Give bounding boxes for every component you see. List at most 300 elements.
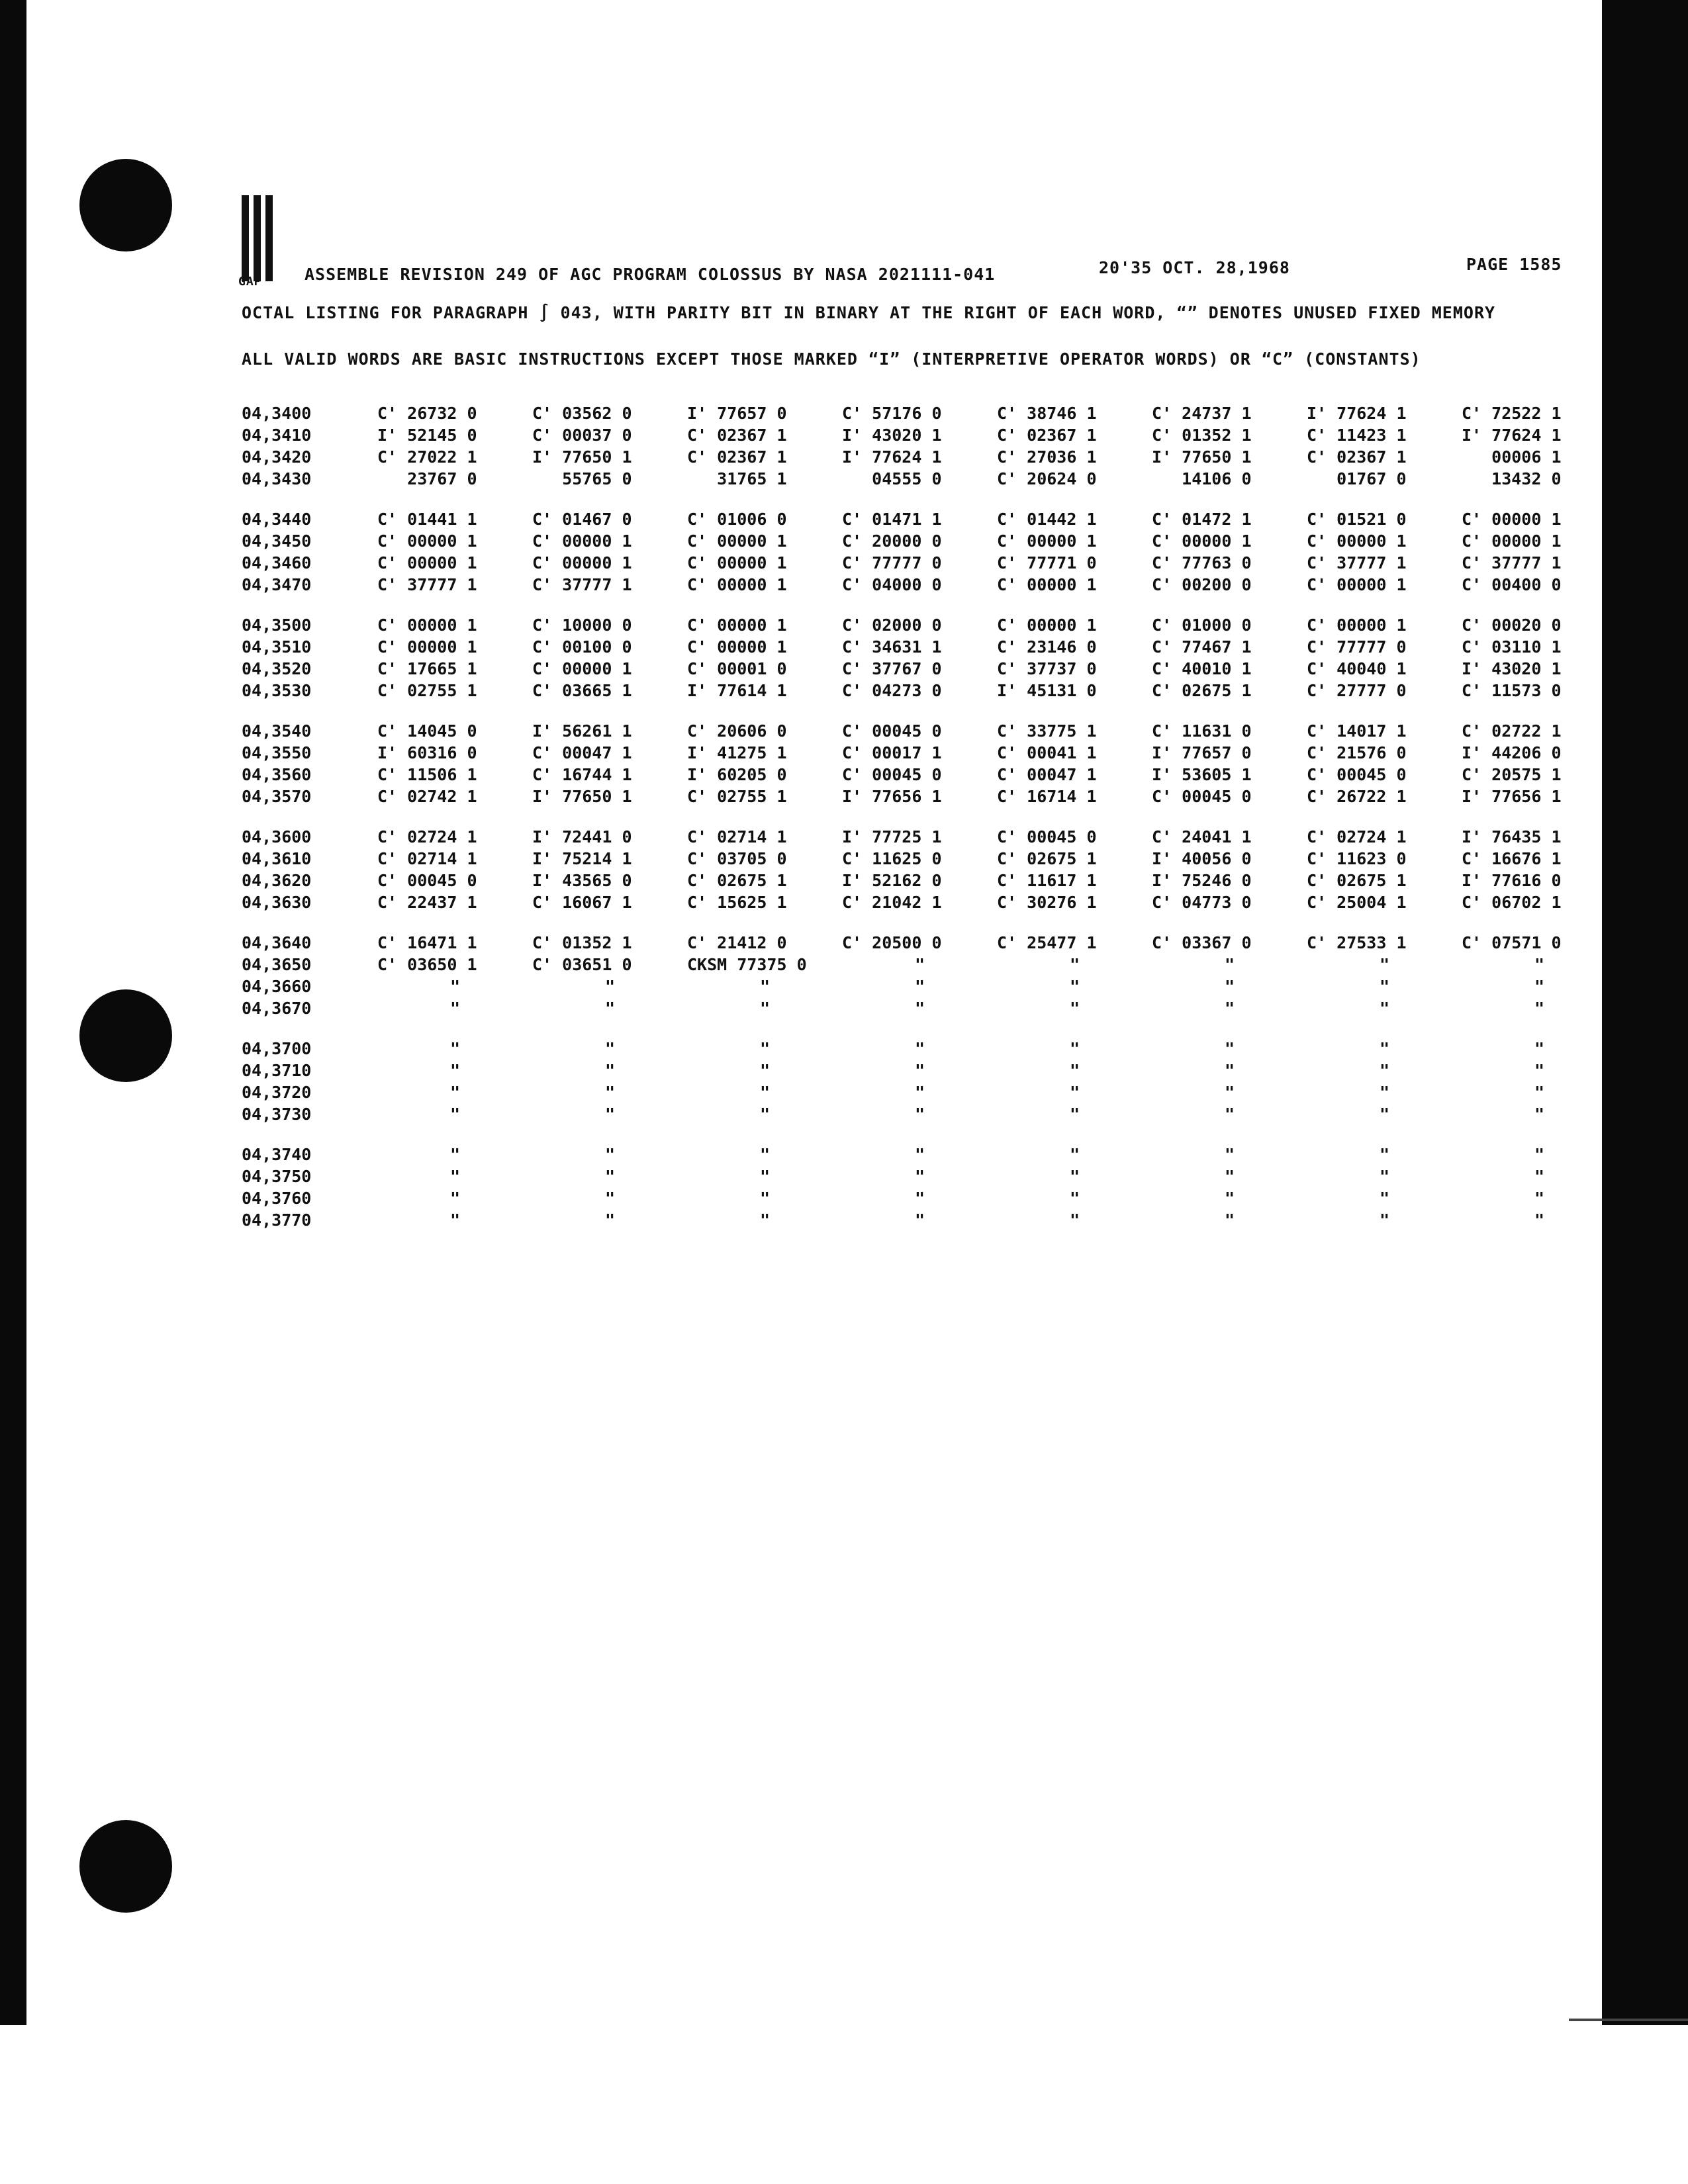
octal-word: C' 14045 0 bbox=[377, 721, 477, 741]
listing-row bbox=[242, 997, 1579, 1019]
octal-word: C' 24041 1 bbox=[1152, 827, 1252, 846]
octal-word: C' 02367 1 bbox=[1307, 447, 1407, 467]
row-address: 04,3570 bbox=[242, 787, 312, 806]
listing-row bbox=[242, 424, 1579, 446]
octal-word: 31765 1 bbox=[687, 469, 787, 488]
octal-word: C' 02367 1 bbox=[997, 426, 1097, 445]
octal-word: I' 52162 0 bbox=[842, 871, 942, 890]
listing-row bbox=[242, 508, 1579, 530]
octal-word: 13432 0 bbox=[1462, 469, 1562, 488]
unused-word-mark: " bbox=[760, 977, 771, 996]
octal-word: I' 60205 0 bbox=[687, 765, 787, 784]
row-address: 04,3730 bbox=[242, 1105, 312, 1124]
listing-row bbox=[242, 826, 1579, 848]
octal-word: C' 11625 0 bbox=[842, 849, 942, 868]
octal-word: C' 11617 1 bbox=[997, 871, 1097, 890]
octal-word: I' 40056 0 bbox=[1152, 849, 1252, 868]
row-address: 04,3760 bbox=[242, 1189, 312, 1208]
octal-word: C' 00000 1 bbox=[377, 615, 477, 635]
row-address: 04,3400 bbox=[242, 404, 312, 423]
octal-word: C' 21042 1 bbox=[842, 893, 942, 912]
listing-row bbox=[242, 932, 1579, 954]
unused-word-mark: " bbox=[1225, 1145, 1235, 1164]
octal-word: C' 00000 1 bbox=[1307, 615, 1407, 635]
row-address: 04,3650 bbox=[242, 955, 312, 974]
octal-word: C' 00041 1 bbox=[997, 743, 1097, 762]
listing-row bbox=[242, 764, 1579, 786]
unused-word-mark: " bbox=[605, 1083, 616, 1102]
listing-block bbox=[242, 720, 1579, 807]
unused-word-mark: " bbox=[450, 999, 461, 1018]
octal-word: C' 40010 1 bbox=[1152, 659, 1252, 678]
octal-word: C' 00045 0 bbox=[1152, 787, 1252, 806]
octal-word: I' 77650 1 bbox=[532, 787, 632, 806]
octal-word: C' 16471 1 bbox=[377, 933, 477, 952]
row-address: 04,3540 bbox=[242, 721, 312, 741]
unused-word-mark: " bbox=[605, 1210, 616, 1230]
row-address: 04,3460 bbox=[242, 553, 312, 572]
octal-word: C' 00000 1 bbox=[1462, 531, 1562, 551]
octal-word: C' 00037 0 bbox=[532, 426, 632, 445]
unused-word-mark: " bbox=[915, 1145, 925, 1164]
unused-word-mark: " bbox=[1225, 955, 1235, 974]
unused-word-mark: " bbox=[1070, 1061, 1080, 1080]
unused-word-mark: " bbox=[450, 1083, 461, 1102]
unused-word-mark: " bbox=[1534, 1083, 1545, 1102]
octal-word: C' 00045 0 bbox=[997, 827, 1097, 846]
unused-word-mark: " bbox=[1225, 1105, 1235, 1124]
octal-word: C' 20624 0 bbox=[997, 469, 1097, 488]
listing-row bbox=[242, 680, 1579, 702]
octal-word: C' 77777 0 bbox=[1307, 637, 1407, 657]
unused-word-mark: " bbox=[450, 1167, 461, 1186]
octal-word: C' 11631 0 bbox=[1152, 721, 1252, 741]
octal-word: I' 45131 0 bbox=[997, 681, 1097, 700]
octal-word: C' 21412 0 bbox=[687, 933, 787, 952]
octal-word: I' 77650 1 bbox=[532, 447, 632, 467]
listing-row bbox=[242, 870, 1579, 891]
punch-hole-middle bbox=[79, 989, 172, 1082]
octal-word: C' 02367 1 bbox=[687, 426, 787, 445]
listing-row bbox=[242, 1103, 1579, 1125]
octal-word: C' 00000 1 bbox=[997, 531, 1097, 551]
unused-word-mark: " bbox=[450, 1145, 461, 1164]
octal-word: C' 72522 1 bbox=[1462, 404, 1562, 423]
unused-word-mark: " bbox=[1534, 1145, 1545, 1164]
listing-row bbox=[242, 446, 1579, 468]
unused-word-mark: " bbox=[1534, 1167, 1545, 1186]
octal-word: C' 01006 0 bbox=[687, 510, 787, 529]
octal-word: I' 77616 0 bbox=[1462, 871, 1562, 890]
octal-word: C' 16714 1 bbox=[997, 787, 1097, 806]
unused-word-mark: " bbox=[760, 999, 771, 1018]
unused-word-mark: " bbox=[450, 977, 461, 996]
unused-word-mark: " bbox=[1534, 1061, 1545, 1080]
listing-row bbox=[242, 1165, 1579, 1187]
unused-word-mark: " bbox=[605, 1189, 616, 1208]
listing-row bbox=[242, 848, 1579, 870]
octal-word: C' 02714 1 bbox=[687, 827, 787, 846]
row-address: 04,3550 bbox=[242, 743, 312, 762]
octal-word: C' 02724 1 bbox=[1307, 827, 1407, 846]
unused-word-mark: " bbox=[1380, 1039, 1390, 1058]
unused-word-mark: " bbox=[915, 1167, 925, 1186]
octal-word: 04555 0 bbox=[842, 469, 942, 488]
octal-word: I' 44206 0 bbox=[1462, 743, 1562, 762]
octal-word: C' 00047 1 bbox=[997, 765, 1097, 784]
octal-word: C' 01471 1 bbox=[842, 510, 942, 529]
header-line-2: OCTAL LISTING FOR PARAGRAPH ∫ 043, WITH PARITY BIT IN BINARY AT THE RIGHT OF EACH WORD, “” DENOTES UNUSED FIXED MEMORY bbox=[242, 303, 1496, 322]
unused-word-mark: " bbox=[915, 999, 925, 1018]
octal-word: C' 25004 1 bbox=[1307, 893, 1407, 912]
octal-word: C' 38746 1 bbox=[997, 404, 1097, 423]
listing-row bbox=[242, 1187, 1579, 1209]
listing-row bbox=[242, 891, 1579, 913]
octal-word: C' 02724 1 bbox=[377, 827, 477, 846]
octal-word: C' 07571 0 bbox=[1462, 933, 1562, 952]
octal-word: C' 02675 1 bbox=[1152, 681, 1252, 700]
unused-word-mark: " bbox=[760, 1105, 771, 1124]
octal-word: I' 77650 1 bbox=[1152, 447, 1252, 467]
octal-word: C' 01441 1 bbox=[377, 510, 477, 529]
octal-word: C' 00000 1 bbox=[1307, 575, 1407, 594]
unused-word-mark: " bbox=[450, 1039, 461, 1058]
unused-word-mark: " bbox=[1380, 1083, 1390, 1102]
octal-word: 14106 0 bbox=[1152, 469, 1252, 488]
octal-word: C' 02742 1 bbox=[377, 787, 477, 806]
row-address: 04,3640 bbox=[242, 933, 312, 952]
octal-word: I' 43565 0 bbox=[532, 871, 632, 890]
octal-word: C' 00045 0 bbox=[842, 765, 942, 784]
unused-word-mark: " bbox=[1070, 999, 1080, 1018]
octal-word: I' 76435 1 bbox=[1462, 827, 1562, 846]
octal-word: I' 72441 0 bbox=[532, 827, 632, 846]
unused-word-mark: " bbox=[1380, 999, 1390, 1018]
octal-word: C' 37777 1 bbox=[532, 575, 632, 594]
octal-word: C' 77777 0 bbox=[842, 553, 942, 572]
octal-word: C' 03367 0 bbox=[1152, 933, 1252, 952]
octal-word: C' 03651 0 bbox=[532, 955, 632, 974]
header-code: GAP bbox=[238, 275, 262, 289]
unused-word-mark: " bbox=[1534, 1189, 1545, 1208]
octal-word: I' 77624 1 bbox=[1307, 404, 1407, 423]
row-address: 04,3520 bbox=[242, 659, 312, 678]
octal-word: C' 25477 1 bbox=[997, 933, 1097, 952]
row-address: 04,3750 bbox=[242, 1167, 312, 1186]
octal-word: C' 10000 0 bbox=[532, 615, 632, 635]
listing-block bbox=[242, 614, 1579, 702]
row-address: 04,3620 bbox=[242, 871, 312, 890]
octal-word: C' 00000 1 bbox=[687, 575, 787, 594]
octal-word: C' 57176 0 bbox=[842, 404, 942, 423]
listing-row bbox=[242, 976, 1579, 997]
listing-row bbox=[242, 1081, 1579, 1103]
octal-word: C' 30276 1 bbox=[997, 893, 1097, 912]
listing-row bbox=[242, 552, 1579, 574]
octal-word: C' 03705 0 bbox=[687, 849, 787, 868]
unused-word-mark: " bbox=[1225, 977, 1235, 996]
scan-bottom-line bbox=[1569, 2019, 1688, 2021]
octal-word: C' 77771 0 bbox=[997, 553, 1097, 572]
octal-word: C' 34631 1 bbox=[842, 637, 942, 657]
row-address: 04,3420 bbox=[242, 447, 312, 467]
octal-word: C' 26732 0 bbox=[377, 404, 477, 423]
octal-word: C' 00001 0 bbox=[687, 659, 787, 678]
row-address: 04,3740 bbox=[242, 1145, 312, 1164]
unused-word-mark: " bbox=[605, 1039, 616, 1058]
listing-block bbox=[242, 1038, 1579, 1125]
unused-word-mark: " bbox=[915, 1105, 925, 1124]
unused-word-mark: " bbox=[1225, 1039, 1235, 1058]
unused-word-mark: " bbox=[450, 1105, 461, 1124]
unused-word-mark: " bbox=[450, 1061, 461, 1080]
octal-word: C' 02675 1 bbox=[687, 871, 787, 890]
octal-word: C' 00000 1 bbox=[532, 659, 632, 678]
octal-word: C' 20606 0 bbox=[687, 721, 787, 741]
unused-word-mark: " bbox=[915, 1083, 925, 1102]
octal-word: C' 37777 1 bbox=[1462, 553, 1562, 572]
unused-word-mark: " bbox=[1070, 1189, 1080, 1208]
unused-word-mark: " bbox=[605, 1105, 616, 1124]
binder-marks bbox=[242, 195, 281, 281]
octal-word: C' 00045 0 bbox=[842, 721, 942, 741]
unused-word-mark: " bbox=[1380, 955, 1390, 974]
octal-word: C' 02755 1 bbox=[687, 787, 787, 806]
octal-word: C' 01352 1 bbox=[1152, 426, 1252, 445]
octal-word: I' 77657 0 bbox=[1152, 743, 1252, 762]
octal-word: I' 77657 0 bbox=[687, 404, 787, 423]
unused-word-mark: " bbox=[1070, 955, 1080, 974]
unused-word-mark: " bbox=[1070, 1145, 1080, 1164]
unused-word-mark: " bbox=[450, 1210, 461, 1230]
listing-row bbox=[242, 954, 1579, 976]
row-address: 04,3660 bbox=[242, 977, 312, 996]
octal-word: C' 27036 1 bbox=[997, 447, 1097, 467]
listing-row bbox=[242, 720, 1579, 742]
octal-word: C' 04773 0 bbox=[1152, 893, 1252, 912]
octal-word: I' 52145 0 bbox=[377, 426, 477, 445]
listing-row bbox=[242, 742, 1579, 764]
octal-word: C' 01472 1 bbox=[1152, 510, 1252, 529]
unused-word-mark: " bbox=[1380, 1210, 1390, 1230]
octal-word: C' 23146 0 bbox=[997, 637, 1097, 657]
unused-word-mark: " bbox=[1225, 1061, 1235, 1080]
octal-word: C' 11506 1 bbox=[377, 765, 477, 784]
octal-word: C' 02000 0 bbox=[842, 615, 942, 635]
octal-word: C' 02675 1 bbox=[997, 849, 1097, 868]
octal-word: C' 02755 1 bbox=[377, 681, 477, 700]
unused-word-mark: " bbox=[1225, 1167, 1235, 1186]
row-address: 04,3440 bbox=[242, 510, 312, 529]
octal-word: C' 02722 1 bbox=[1462, 721, 1562, 741]
unused-word-mark: " bbox=[915, 1210, 925, 1230]
unused-word-mark: " bbox=[915, 955, 925, 974]
octal-word: C' 03650 1 bbox=[377, 955, 477, 974]
octal-word: C' 00000 1 bbox=[687, 553, 787, 572]
listing-row bbox=[242, 658, 1579, 680]
octal-word: CKSM 77375 0 bbox=[687, 955, 807, 974]
octal-word: C' 00000 1 bbox=[377, 553, 477, 572]
listing-row bbox=[242, 574, 1579, 596]
punch-hole-top bbox=[79, 159, 172, 251]
unused-word-mark: " bbox=[1225, 1083, 1235, 1102]
listing-row bbox=[242, 402, 1579, 424]
octal-word: C' 00000 1 bbox=[532, 553, 632, 572]
octal-word: 23767 0 bbox=[377, 469, 477, 488]
row-address: 04,3630 bbox=[242, 893, 312, 912]
octal-word: C' 00000 1 bbox=[997, 575, 1097, 594]
octal-word: C' 00000 1 bbox=[377, 531, 477, 551]
octal-word: C' 37777 1 bbox=[377, 575, 477, 594]
octal-word: C' 00200 0 bbox=[1152, 575, 1252, 594]
listing-row bbox=[242, 1060, 1579, 1081]
octal-word: C' 11573 0 bbox=[1462, 681, 1562, 700]
listing-block bbox=[242, 932, 1579, 1019]
octal-word: C' 00000 1 bbox=[997, 615, 1097, 635]
unused-word-mark: " bbox=[450, 1189, 461, 1208]
octal-word: C' 26722 1 bbox=[1307, 787, 1407, 806]
unused-word-mark: " bbox=[1534, 977, 1545, 996]
octal-word: C' 01000 0 bbox=[1152, 615, 1252, 635]
unused-word-mark: " bbox=[1380, 1189, 1390, 1208]
octal-word: C' 37777 1 bbox=[1307, 553, 1407, 572]
unused-word-mark: " bbox=[760, 1061, 771, 1080]
octal-word: C' 33775 1 bbox=[997, 721, 1097, 741]
listing-row bbox=[242, 1038, 1579, 1060]
listing-row bbox=[242, 786, 1579, 807]
unused-word-mark: " bbox=[1070, 1039, 1080, 1058]
unused-word-mark: " bbox=[1225, 1210, 1235, 1230]
header-time: 20'35 OCT. 28,1968 bbox=[1099, 258, 1290, 277]
unused-word-mark: " bbox=[1070, 1210, 1080, 1230]
header-line-3: ALL VALID WORDS ARE BASIC INSTRUCTIONS EXCEPT THOSE MARKED “I” (INTERPRETIVE OPERATOR WORDS) OR “C” (CONSTANTS) bbox=[242, 349, 1421, 369]
octal-word: C' 24737 1 bbox=[1152, 404, 1252, 423]
octal-word: I' 56261 1 bbox=[532, 721, 632, 741]
unused-word-mark: " bbox=[760, 1167, 771, 1186]
row-address: 04,3600 bbox=[242, 827, 312, 846]
octal-word: I' 60316 0 bbox=[377, 743, 477, 762]
octal-word: I' 77725 1 bbox=[842, 827, 942, 846]
unused-word-mark: " bbox=[760, 1189, 771, 1208]
unused-word-mark: " bbox=[1534, 955, 1545, 974]
unused-word-mark: " bbox=[1380, 1105, 1390, 1124]
unused-word-mark: " bbox=[1070, 977, 1080, 996]
unused-word-mark: " bbox=[1534, 1039, 1545, 1058]
octal-word: I' 75246 0 bbox=[1152, 871, 1252, 890]
octal-word: C' 02714 1 bbox=[377, 849, 477, 868]
octal-word: C' 15625 1 bbox=[687, 893, 787, 912]
octal-word: C' 11623 0 bbox=[1307, 849, 1407, 868]
octal-word: I' 77624 1 bbox=[842, 447, 942, 467]
octal-word: I' 77656 1 bbox=[842, 787, 942, 806]
unused-word-mark: " bbox=[1534, 999, 1545, 1018]
octal-word: C' 00000 1 bbox=[687, 531, 787, 551]
octal-word: C' 20500 0 bbox=[842, 933, 942, 952]
octal-word: C' 01352 1 bbox=[532, 933, 632, 952]
listing-block bbox=[242, 1144, 1579, 1231]
octal-word: C' 14017 1 bbox=[1307, 721, 1407, 741]
octal-word: I' 77624 1 bbox=[1462, 426, 1562, 445]
octal-word: C' 03562 0 bbox=[532, 404, 632, 423]
unused-word-mark: " bbox=[605, 1145, 616, 1164]
scan-edge-left bbox=[0, 0, 26, 2025]
octal-word: C' 06702 1 bbox=[1462, 893, 1562, 912]
listing-row bbox=[242, 530, 1579, 552]
octal-word: I' 75214 1 bbox=[532, 849, 632, 868]
octal-word: C' 16067 1 bbox=[532, 893, 632, 912]
row-address: 04,3610 bbox=[242, 849, 312, 868]
octal-word: C' 16744 1 bbox=[532, 765, 632, 784]
octal-word: I' 77656 1 bbox=[1462, 787, 1562, 806]
octal-word: C' 17665 1 bbox=[377, 659, 477, 678]
octal-word: C' 16676 1 bbox=[1462, 849, 1562, 868]
octal-word: C' 27777 0 bbox=[1307, 681, 1407, 700]
unused-word-mark: " bbox=[1534, 1105, 1545, 1124]
unused-word-mark: " bbox=[760, 1145, 771, 1164]
unused-word-mark: " bbox=[1380, 1145, 1390, 1164]
octal-word: C' 21576 0 bbox=[1307, 743, 1407, 762]
octal-word: C' 02675 1 bbox=[1307, 871, 1407, 890]
octal-word: C' 00045 0 bbox=[1307, 765, 1407, 784]
octal-word: C' 77763 0 bbox=[1152, 553, 1252, 572]
unused-word-mark: " bbox=[1380, 1167, 1390, 1186]
octal-word: C' 00000 1 bbox=[687, 637, 787, 657]
row-address: 04,3500 bbox=[242, 615, 312, 635]
listing-row bbox=[242, 468, 1579, 490]
octal-word: 01767 0 bbox=[1307, 469, 1407, 488]
unused-word-mark: " bbox=[605, 977, 616, 996]
row-address: 04,3720 bbox=[242, 1083, 312, 1102]
header-page: PAGE 1585 bbox=[1466, 255, 1562, 274]
octal-word: C' 00017 1 bbox=[842, 743, 942, 762]
unused-word-mark: " bbox=[1225, 999, 1235, 1018]
row-address: 04,3430 bbox=[242, 469, 312, 488]
unused-word-mark: " bbox=[915, 1189, 925, 1208]
unused-word-mark: " bbox=[1380, 977, 1390, 996]
octal-word: C' 40040 1 bbox=[1307, 659, 1407, 678]
octal-word: C' 11423 1 bbox=[1307, 426, 1407, 445]
octal-word: I' 53605 1 bbox=[1152, 765, 1252, 784]
octal-word: C' 00400 0 bbox=[1462, 575, 1562, 594]
octal-word: C' 00000 1 bbox=[1307, 531, 1407, 551]
unused-word-mark: " bbox=[1534, 1210, 1545, 1230]
unused-word-mark: " bbox=[915, 1039, 925, 1058]
octal-word: C' 00000 1 bbox=[687, 615, 787, 635]
octal-word: C' 04000 0 bbox=[842, 575, 942, 594]
octal-word: C' 00047 1 bbox=[532, 743, 632, 762]
row-address: 04,3410 bbox=[242, 426, 312, 445]
octal-word: C' 01521 0 bbox=[1307, 510, 1407, 529]
row-address: 04,3450 bbox=[242, 531, 312, 551]
row-address: 04,3560 bbox=[242, 765, 312, 784]
listing-block bbox=[242, 826, 1579, 913]
octal-word: C' 03110 1 bbox=[1462, 637, 1562, 657]
unused-word-mark: " bbox=[605, 1167, 616, 1186]
octal-word: C' 27022 1 bbox=[377, 447, 477, 467]
octal-word: C' 20575 1 bbox=[1462, 765, 1562, 784]
listing-row bbox=[242, 614, 1579, 636]
row-address: 04,3710 bbox=[242, 1061, 312, 1080]
octal-word: C' 00045 0 bbox=[377, 871, 477, 890]
listing-row bbox=[242, 1144, 1579, 1165]
row-address: 04,3510 bbox=[242, 637, 312, 657]
unused-word-mark: " bbox=[760, 1083, 771, 1102]
unused-word-mark: " bbox=[605, 999, 616, 1018]
octal-word: C' 37737 0 bbox=[997, 659, 1097, 678]
unused-word-mark: " bbox=[1380, 1061, 1390, 1080]
unused-word-mark: " bbox=[1070, 1105, 1080, 1124]
octal-word: C' 01467 0 bbox=[532, 510, 632, 529]
